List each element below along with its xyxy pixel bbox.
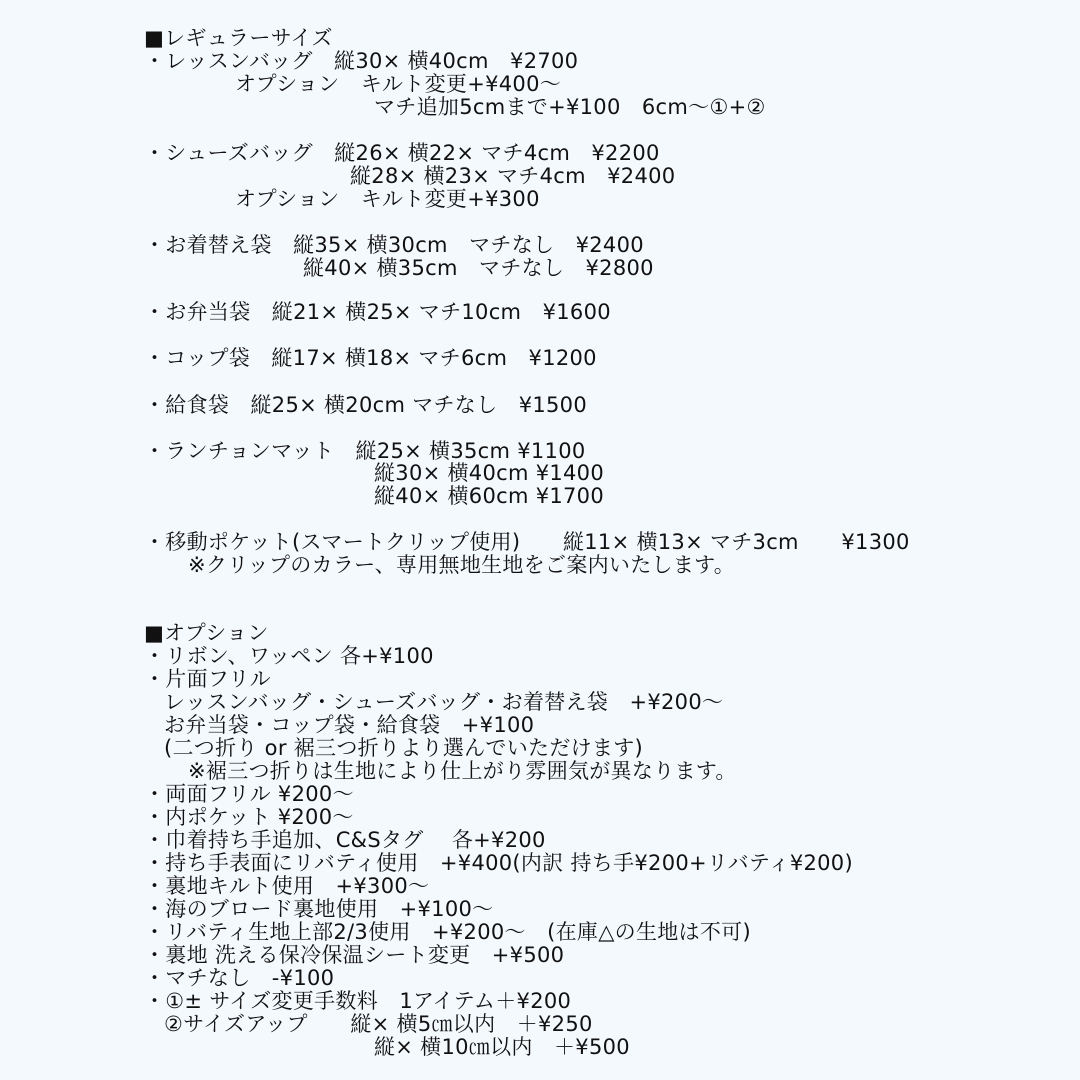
option-single-frill-remark: ※裾三つ折りは生地により仕上がり雰囲気が異なります。 [188, 759, 737, 783]
cup-bag-line: ・コップ袋 縦17× 横18× マチ6cm ¥1200 [144, 346, 597, 370]
option-double-frill: ・両面フリル ¥200〜 [144, 782, 354, 806]
lesson-bag-line: ・レッスンバッグ 縦30× 横40cm ¥2700 [144, 49, 579, 73]
bento-bag-line: ・お弁当袋 縦21× 横25× マチ10cm ¥1600 [144, 300, 611, 324]
option-single-frill: ・片面フリル [144, 667, 271, 691]
option-size-up-10cm: 縦× 横10㎝以内 ＋¥500 [374, 1035, 630, 1059]
option-ribbon-wappen: ・リボン、ワッペン 各+¥100 [144, 644, 434, 668]
regular-size-heading: ■レギュラーサイズ [144, 26, 333, 50]
kigae-bag-line: ・お着替え袋 縦35× 横30cm マチなし ¥2400 [144, 233, 644, 257]
pocket-note: ※クリップのカラー、専用無地生地をご案内いたします。 [188, 553, 736, 577]
lunch-mat-line-2: 縦30× 横40cm ¥1400 [374, 461, 604, 485]
shoes-bag-option: オプション キルト変更+¥300 [235, 187, 540, 211]
option-handle-tag: ・巾着持ち手追加、C&Sタグ 各+¥200 [144, 828, 546, 852]
option-single-frill-large: レッスンバッグ・シューズバッグ・お着替え袋 +¥200〜 [164, 690, 724, 714]
shoes-bag-line: ・シューズバッグ 縦26× 横22× マチ4cm ¥2200 [144, 141, 660, 165]
option-liberty-upper: ・リバティ生地上部2/3使用 +¥200〜 (在庫△の生地は不可) [144, 920, 751, 944]
lunch-mat-line: ・ランチョンマット 縦25× 横35cm ¥1100 [144, 439, 586, 463]
option-single-frill-small: お弁当袋・コップ袋・給食袋 +¥100 [164, 713, 535, 737]
options-heading: ■オプション [144, 621, 269, 645]
shoes-bag-line-2: 縦28× 横23× マチ4cm ¥2400 [350, 164, 676, 188]
lesson-bag-option-2: マチ追加5cmまで+¥100 6cm〜①+② [374, 95, 766, 119]
option-broad-lining: ・海のブロード裏地使用 +¥100〜 [144, 897, 494, 921]
option-liberty-handle: ・持ち手表面にリバティ使用 +¥400(内訳 持ち手¥200+リバティ¥200) [144, 851, 853, 875]
lesson-bag-option: オプション キルト変更+¥400〜 [235, 72, 562, 96]
option-size-up-5cm: ②サイズアップ 縦× 横5㎝以内 ＋¥250 [164, 1012, 593, 1036]
option-size-change-fee: ・①± サイズ変更手数料 1アイテム＋¥200 [144, 989, 572, 1013]
option-no-gusset: ・マチなし -¥100 [144, 966, 335, 990]
option-quilt-lining: ・裏地キルト使用 +¥300〜 [144, 874, 430, 898]
option-inner-pocket: ・内ポケット ¥200〜 [144, 805, 354, 829]
kyushoku-bag-line: ・給食袋 縦25× 横20cm マチなし ¥1500 [144, 393, 587, 417]
option-cooling-sheet: ・裏地 洗える保冷保温シート変更 +¥500 [144, 943, 565, 967]
option-single-frill-note: (二つ折り or 裾三つ折りより選んでいただけます) [164, 736, 644, 760]
kigae-bag-line-2: 縦40× 横35cm マチなし ¥2800 [303, 256, 654, 280]
pocket-line: ・移動ポケット(スマートクリップ使用) 縦11× 横13× マチ3cm ¥1300 [144, 530, 910, 554]
lunch-mat-line-3: 縦40× 横60cm ¥1700 [374, 484, 604, 508]
